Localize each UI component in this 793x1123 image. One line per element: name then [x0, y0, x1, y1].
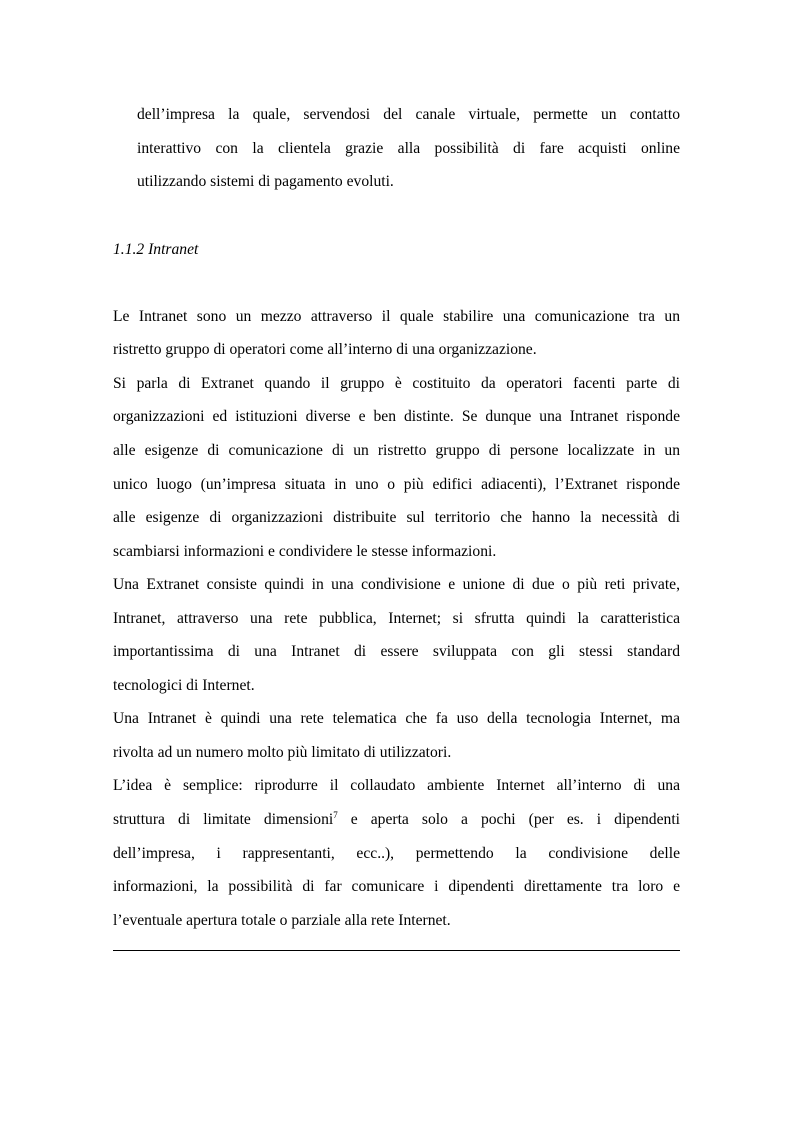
body-line: alle esigenze di comunicazione di un ristretto gruppo di persone localizzate in un — [113, 442, 680, 459]
body-line: alle esigenze di organizzazioni distribuite sul territorio che hanno la necessità di — [113, 509, 680, 526]
continuation-line: dell’impresa la quale, servendosi del canale virtuale, permette un contatto — [137, 106, 680, 123]
continuation-line: interattivo con la clientela grazie alla possibilità di fare acquisti online — [137, 140, 680, 157]
body-line: Una Intranet è quindi una rete telematica che fa uso della tecnologia Internet, ma — [113, 710, 680, 727]
body-line: unico luogo (un’impresa situata in uno o più edifici adiacenti), l’Extranet risponde — [113, 476, 680, 493]
footnote-reference: 7 — [333, 810, 338, 820]
body-line-with-footnote — [113, 810, 680, 830]
footnote-separator — [113, 950, 680, 951]
body-line: rivolta ad un numero molto più limitato di utilizzatori. — [113, 744, 452, 761]
body-line: dell’impresa, i rappresentanti, ecc..), permettendo la condivisione delle — [113, 845, 680, 862]
body-line: scambiarsi informazioni e condividere le stesse informazioni. — [113, 543, 497, 560]
body-line: Le Intranet sono un mezzo attraverso il quale stabilire una comunicazione tra un — [113, 308, 680, 325]
footnote-line-after: e aperta solo a pochi (per es. i dipendenti — [337, 811, 680, 828]
body-line: Una Extranet consiste quindi in una condivisione e unione di due o più reti private, — [113, 576, 680, 593]
continuation-line: utilizzando sistemi di pagamento evoluti. — [137, 173, 394, 190]
footnote-line-before: struttura di limitate dimensioni — [113, 811, 334, 828]
section-heading: 1.1.2 Intranet — [113, 241, 199, 258]
body-line: l’eventuale apertura totale o parziale alla rete Internet. — [113, 912, 451, 929]
body-line: importantissima di una Intranet di essere sviluppata con gli stessi standard — [113, 643, 680, 660]
body-line: Intranet, attraverso una rete pubblica, Internet; si sfrutta quindi la caratteristica — [113, 610, 680, 627]
body-line: L’idea è semplice: riprodurre il collaudato ambiente Internet all’interno di una — [113, 777, 680, 794]
body-line: organizzazioni ed istituzioni diverse e ben distinte. Se dunque una Intranet risponde — [113, 408, 680, 425]
body-line: ristretto gruppo di operatori come all’interno di una organizzazione. — [113, 341, 537, 358]
body-line: informazioni, la possibilità di far comunicare i dipendenti direttamente tra loro e — [113, 878, 680, 895]
body-line: Si parla di Extranet quando il gruppo è costituito da operatori facenti parte di — [113, 375, 680, 392]
body-line: tecnologici di Internet. — [113, 677, 255, 694]
